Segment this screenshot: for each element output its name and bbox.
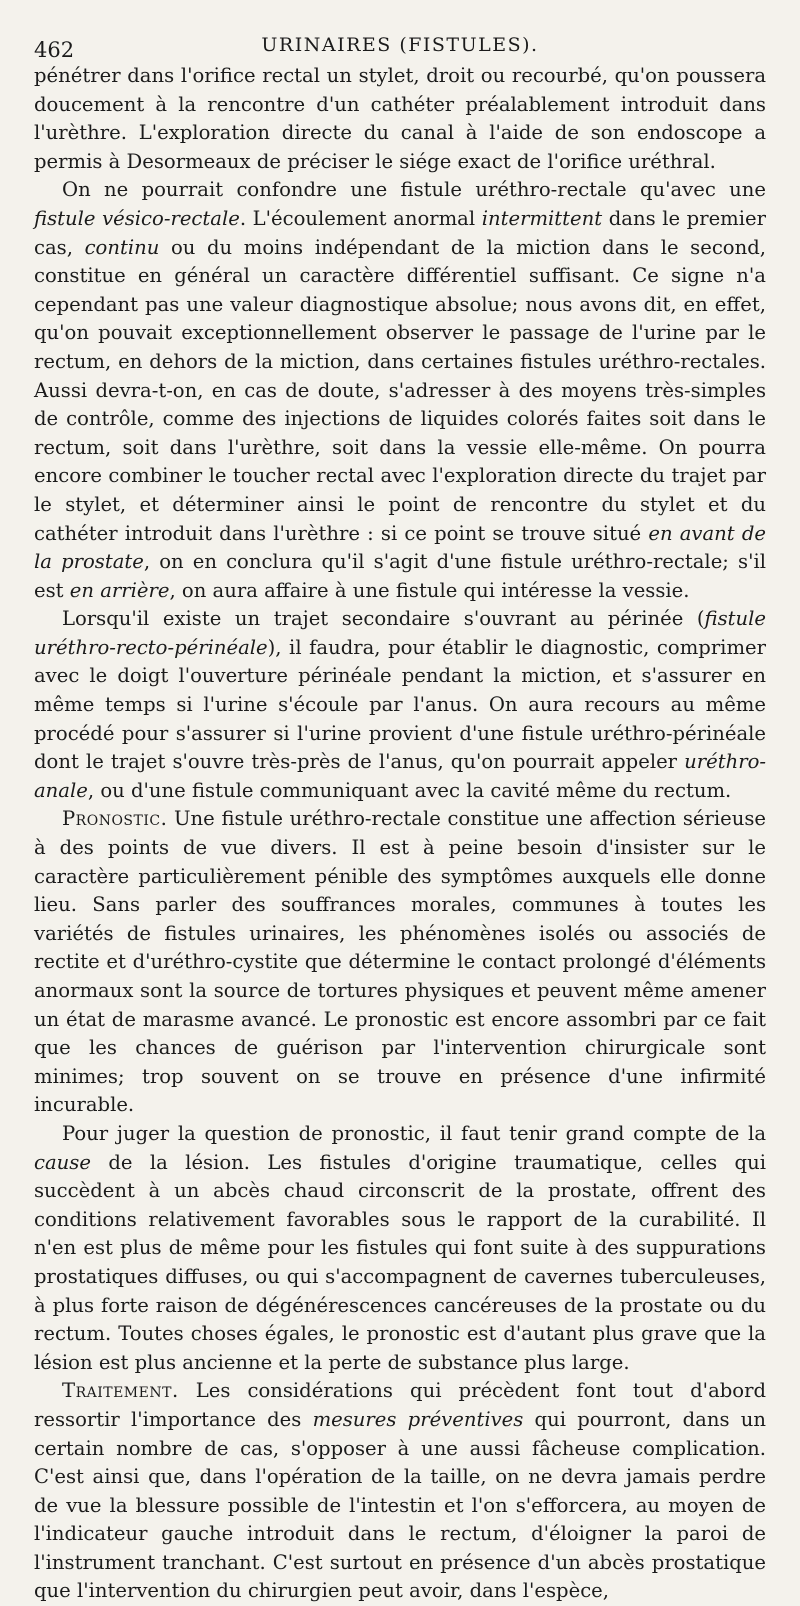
paragraph-p1 [34,62,766,176]
italic-text: fistule vésico-rectale [34,206,240,230]
text-run: ou du moins indépendant de la miction dans le second, constitue en général un caractère différentiel suffisant. Ce signe n'a cependant pas une valeur diagnostique absolue; nous avons dit, en effet, qu'on pouvait exceptionnellement observer le passage de l'urine par le rectum, en dehors de la miction, dans certaines fistules uréthro-rectales. Aussi devra-t-on, en cas de doute, s'adresser à des moyens très-simples de contrôle, comme des injections de liquides colorés faites soit dans le rectum, soit dans l'urèthre, soit dans la vessie elle-même. On pourra encore combiner le toucher rectal avec l'exploration directe du trajet par le stylet, et déterminer ainsi le point de rencontre du stylet et du cathéter introduit dans l'urèthre : si ce point se trouve situé [34,235,766,545]
text-run: Les considérations qui précèdent font tout d'abord ressortir l'importance des [34,1379,766,1431]
text-run: pénétrer dans l'orifice rectal un stylet, droit ou recourbé, qu'on poussera doucement à la rencontre d'un cathéter préalablement introduit dans l'urèthre. L'exploration directe du canal à l'aide de son endoscope a permis à Desormeaux de préciser le siége exact de l'orifice uréthral. [34,64,766,173]
italic-text: en avant de la prostate [34,521,766,574]
text-run: , ou d'une fistule communiquant avec la cavité même du rectum. [87,778,732,802]
section-heading: Pronostic. [62,807,168,831]
italic-text: intermittent [481,206,603,230]
italic-text: cause [34,1150,91,1174]
running-head: URINAIRES (FISTULES). [261,34,539,56]
italic-text: continu [84,235,160,259]
text-run: qui pourront, dans un certain nombre de cas, s'opposer à une aussi fâcheuse complication. C'est ainsi que, dans l'opération de la taille, on ne devra jamais perdre de vue la blessure possible de l'intestin et l'on s'efforcera, au moyen de l'indicateur gauche introduit dans le rectum, d'éloigner la paroi de l'instrument tranchant. C'est surtout en présence d'un abcès prostatique que l'intervention du chirurgien peut avoir, dans l'espèce, [34,1407,766,1603]
text-run: de la lésion. Les fistules d'origine traumatique, celles qui succèdent à un abcès chaud circonscrit de la prostate, offrent des conditions relativement favorables sous le rapport de la curabilité. Il n'en est plus de même pour les fistules qui font suite à des suppurations prostatiques diffuses, ou qui s'accompagnent de cavernes tuberculeuses, à plus forte raison de dégénérescences cancéreuses de la prostate ou du rectum. Toutes choses égales, le pronostic est d'autant plus grave que la lésion est plus ancienne et la perte de substance plus large. [34,1150,766,1374]
text-run: Pour juger la question de pronostic, il faut tenir grand compte de la [62,1121,766,1145]
paragraph-p5 [34,1120,766,1377]
text-run: , on aura affaire à une fistule qui intéresse la vessie. [169,578,690,602]
paragraph-p3 [34,605,766,805]
body-text [34,62,766,1606]
text-run: dans le premier cas, [34,206,766,259]
paragraph-p2 [34,176,766,605]
text-run: . L'écoulement anormal [239,206,482,230]
page-number: 462 [34,38,75,62]
text-run: Lorsqu'il existe un trajet secondaire s'ouvrant au périnée ( [62,607,705,631]
page-header [34,26,766,62]
italic-text: uréthro-anale [34,750,766,802]
paragraph-p6 [34,1377,766,1606]
text-run: Une fistule uréthro-rectale constitue une affection sérieuse à des points de vue divers. Il est à peine besoin d'insister sur le caractère particulièrement pénible des symptômes auxquels elle donne lieu. Sans parler des souffrances morales, communes à toutes les variétés de fistules urinaires, les phénomènes isolés ou associés de rectite et d'uréthro-cystite que détermine le contact prolongé d'éléments anormaux sont la source de tortures physiques et peuvent même amener un état de marasme avancé. Le pronostic est encore assombri par ce fait que les chances de guérison par l'intervention chirurgicale sont minimes; trop souvent on se trouve en présence d'une infirmité incurable. [34,807,766,1117]
text-run: On ne pourrait confondre une fistule uréthro-rectale qu'avec une [62,178,766,202]
italic-text: fistule uréthro-recto-périnéale [34,607,766,659]
italic-text: mesures préventives [312,1407,524,1431]
text-run: , on en conclura qu'il s'agit d'une fistule uréthro-rectale; s'il est [34,550,766,602]
text-run: ), il faudra, pour établir le diagnostic, comprimer avec le doigt l'ouverture périnéale pendant la miction, et s'assurer en même temps si l'urine s'écoule par l'anus. On aura recours au même procédé pour s'assurer si l'urine provient d'une fistule uréthro-périnéale dont le trajet s'ouvre très-près de l'anus, qu'on pourrait appeler [34,635,766,774]
section-heading: Traitement. [62,1379,179,1403]
paragraph-p4 [34,805,766,1120]
italic-text: en arrière [69,578,170,602]
